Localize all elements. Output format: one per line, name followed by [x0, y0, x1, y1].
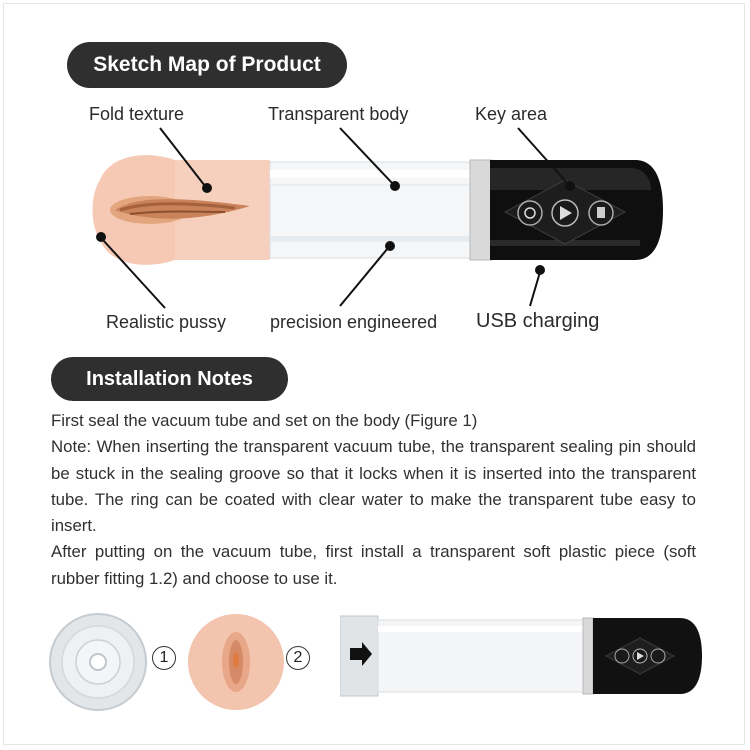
notes-paragraph-3: After putting on the vacuum tube, first install a transparent soft plastic piece (soft rubber fitting 1.2) and choose to use it. [51, 542, 696, 588]
figure-number-1: 1 [152, 646, 176, 670]
label-transparent-body: Transparent body [268, 104, 409, 124]
label-key-area: Key area [475, 104, 548, 124]
sketch-map-title: Sketch Map of Product [67, 42, 347, 88]
installation-notes-body [51, 408, 696, 592]
notes-line-1: First seal the vacuum tube and set on the body (Figure 1) [51, 411, 478, 430]
figure-number-2: 2 [286, 646, 310, 670]
label-fold-texture: Fold texture [89, 104, 185, 124]
installation-notes-title: Installation Notes [51, 357, 288, 401]
label-realistic-pussy: Realistic pussy [106, 312, 227, 332]
soft-plastic-piece-illustration [48, 612, 148, 712]
assembled-device-illustration [340, 610, 705, 700]
skin-insert-illustration [186, 612, 286, 712]
notes-paragraph-2: Note: When inserting the transparent vacuum tube, the transparent sealing pin should be stuck in the sealing groove so that it locks when it is inserted into the transparent tube. The ring can be coated with clear water to make the transparent tube easy to insert. [51, 437, 696, 536]
label-precision-engineered: precision engineered [270, 312, 438, 332]
label-usb-charging: USB charging [476, 310, 600, 332]
